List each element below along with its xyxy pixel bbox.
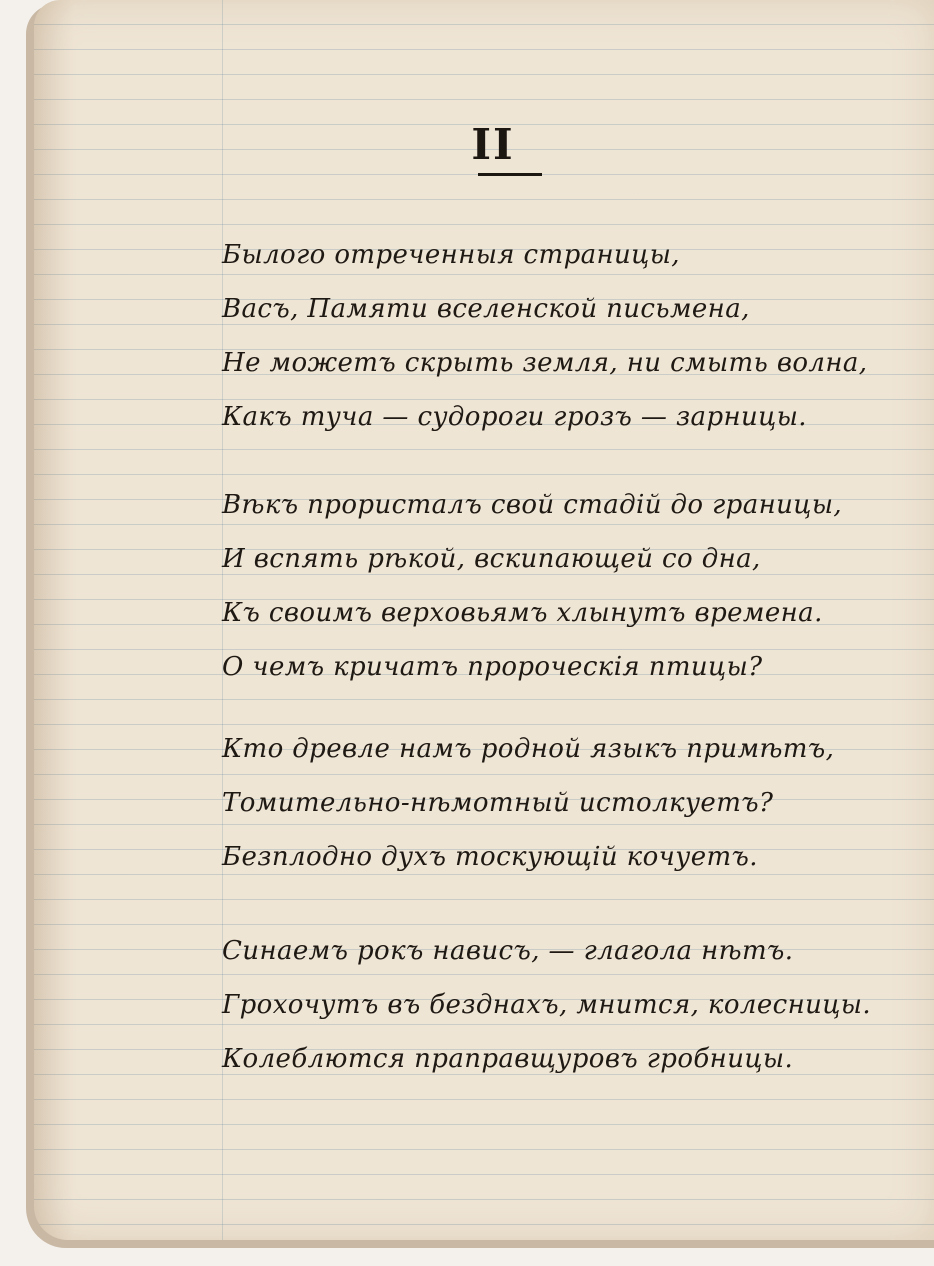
- heading-underline: [478, 173, 542, 176]
- stanza-4: [222, 924, 922, 1086]
- poem-line: Грохочутъ въ безднахъ, мнится, колесницы.: [222, 990, 872, 1020]
- poem-line: Вѣкъ прористалъ свой стадій до границы,: [222, 490, 843, 520]
- poem-line: Безплодно духъ тоскующій кочуетъ.: [222, 842, 758, 872]
- poem-line: Кто древле намъ родной языкъ примѣтъ,: [222, 734, 835, 764]
- section-heading: II: [471, 120, 515, 169]
- stanza-2: [222, 478, 922, 694]
- poem-line: Томительно-нѣмотный истолкуетъ?: [222, 788, 774, 818]
- poem-line: Не можетъ скрыть земля, ни смыть волна,: [222, 348, 868, 378]
- poem-line: Синаемъ рокъ нависъ, — глагола нѣтъ.: [222, 936, 794, 966]
- poem-line: О чемъ кричатъ пророческія птицы?: [222, 652, 763, 682]
- poem-line: Колеблются праправщуровъ гробницы.: [222, 1044, 794, 1074]
- poem-line: Васъ, Памяти вселенской письмена,: [222, 294, 750, 324]
- poem-line: И вспять рѣкой, вскипающей со дна,: [222, 544, 761, 574]
- poem-line: Какъ туча — судороги грозъ — зарницы.: [222, 402, 807, 432]
- stanza-3: [222, 722, 922, 884]
- poem-line: Былого отреченныя страницы,: [222, 240, 680, 270]
- poem-line: Къ своимъ верховьямъ хлынутъ времена.: [222, 598, 823, 628]
- stanza-1: [222, 228, 922, 444]
